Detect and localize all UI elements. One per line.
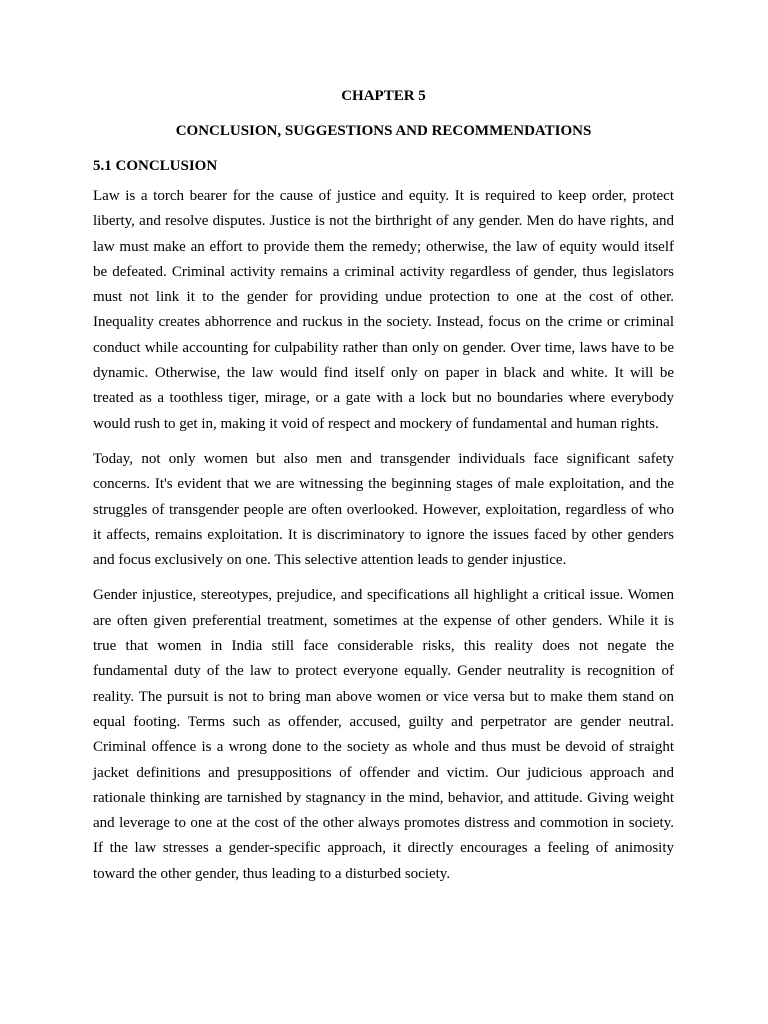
paragraph-3: Gender injustice, stereotypes, prejudice, and specifications all highlight a critical issue. Women are often given preferential treatment, sometimes at the expense of other genders. While it is true that women in India still face considerable risks, this reality does not negate the fundamental duty of the law to protect everyone equally. Gender neutrality is recognition of reality. The pursuit is not to bring man above women or vice versa but to make them stand on equal footing. Terms such as offender, accused, guilty and perpetrator are gender neutral. Criminal offence is a wrong done to the society as whole and thus must be devoid of straight jacket definitions and presuppositions of offender and victim. Our judicious approach and rationale thinking are tarnished by stagnancy in the mind, behavior, and attitude. Giving weight and leverage to one at the cost of the other always promotes distress and commotion in society. If the law stresses a gender-specific approach, it directly encourages a feeling of animosity toward the other gender, thus leading to a disturbed society. <box>93 587 674 882</box>
chapter-title: CHAPTER 5 <box>341 88 426 104</box>
paragraph-1: Law is a torch bearer for the cause of justice and equity. It is required to keep order, protect liberty, and resolve disputes. Justice is not the birthright of any gender. Men do have rights, and law must make an effort to provide them the remedy; otherwise, the law of equity would itself be defeated. Criminal activity remains a criminal activity regardless of gender, thus legislators must not link it to the gender for providing undue protection to one at the cost of other. Inequality creates abhorrence and ruckus in the society. Instead, focus on the crime or criminal conduct while accounting for culpability rather than only on gender. Over time, laws have to be dynamic. Otherwise, the law would find itself only on paper in black and white. It will be treated as a toothless tiger, mirage, or a gate with a lock but no boundaries where everybody would rush to get in, making it void of respect and mockery of fundamental and human rights. <box>93 188 674 432</box>
chapter-subtitle: CONCLUSION, SUGGESTIONS AND RECOMMENDATIONS <box>175 123 592 139</box>
section-heading: 5.1 CONCLUSION <box>93 158 218 174</box>
paragraph-2: Today, not only women but also men and transgender individuals face significant safety concerns. It's evident that we are witnessing the beginning stages of male exploitation, and the struggles of transgender people are often overlooked. However, exploitation, regardless of who it affects, remains exploitation. It is discriminatory to ignore the issues faced by other genders and focus exclusively on one. This selective attention leads to gender injustice. <box>93 450 674 569</box>
